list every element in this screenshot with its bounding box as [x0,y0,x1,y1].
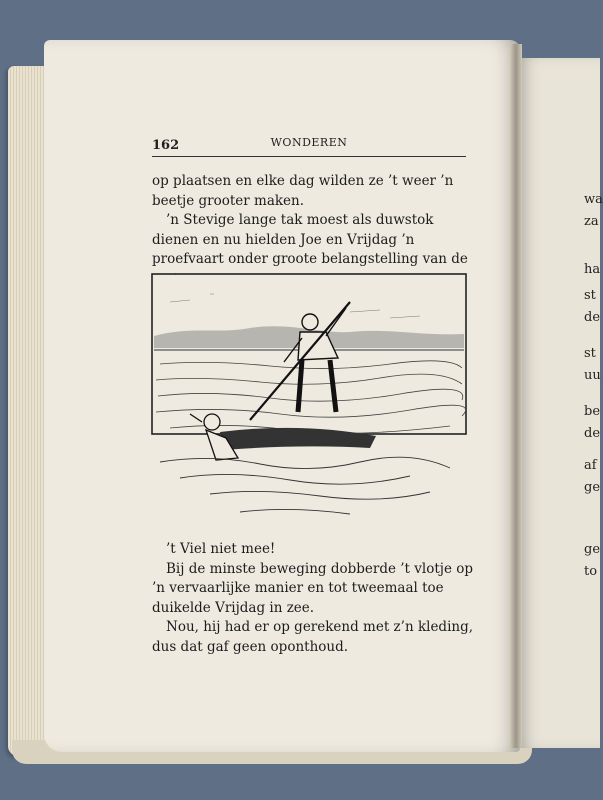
fragment: st [584,346,596,361]
fragment: uu [584,368,601,383]
fragment: st [584,288,596,303]
paragraph: op plaatsen en elke dag wilden ze ’t weer ’n beetje grooter maken. [152,173,454,209]
fragment: ge [584,480,601,495]
paragraph: ’t Viel niet mee! [166,541,276,557]
fragment: de [584,426,601,441]
fragment: af [584,458,597,473]
page-number: 162 [152,138,180,153]
fragment: za [584,214,599,229]
fragment: wa [584,192,603,207]
fragment: de [584,310,601,325]
paragraph: Bij de minste beweging dobberde ’t vlotje op ’n vervaarlijke manier en tot tweemaal toe duikelde Vrijdag in zee. [152,560,474,616]
fragment: be [584,404,601,419]
paragraph: Nou, hij had er op gerekend met z’n kleding, dus dat gaf geen oponthoud. [152,619,474,655]
fragment: to [584,564,598,579]
fragment: ha [584,262,601,277]
raft-scene-illustration [150,272,468,534]
book-gutter [510,44,522,748]
paragraph: ’n Stevige lange tak moest als duwstok dienen en nu hielden Joe en Vrijdag ’n proefvaart onder groote belangstelling van de [152,212,468,267]
page-header [152,136,466,157]
running-head: WONDEREN [270,136,348,149]
bottom-text [152,540,478,657]
fragment: ge [584,542,601,557]
